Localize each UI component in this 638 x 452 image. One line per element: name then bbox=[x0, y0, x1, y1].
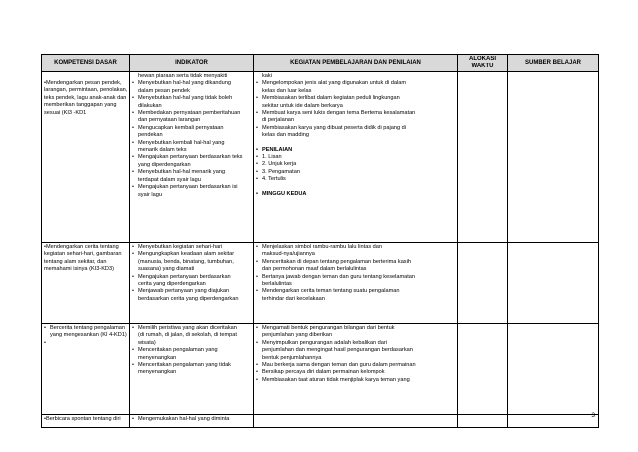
text-line: kegiatan sehari-hari, gambaran bbox=[44, 251, 122, 258]
bullet-continuation: cerita yang diperdengarkan bbox=[138, 281, 206, 288]
bullet-continuation: (di rumah, di jalan, di sekolah, di tempat bbox=[138, 332, 237, 339]
kd-lines bbox=[44, 244, 127, 274]
bullet-item: • 4. Tertulis bbox=[256, 176, 455, 183]
bullet-continuation: dilakukan bbox=[138, 102, 162, 109]
minggu-label: • MINGGU KEDUA bbox=[256, 191, 455, 198]
bullet-continuation: berlalulintas bbox=[262, 281, 292, 288]
header-alokasi-line1: ALOKASI bbox=[469, 56, 496, 62]
bullet-continuation: kelas dan madding bbox=[262, 132, 309, 139]
indikator-lines bbox=[132, 325, 251, 377]
bullet-item: • Mengajukan pertanyaan berdasarkan isi bbox=[132, 184, 251, 191]
bullet-item: • Mendengarkan cerita teman tentang suatu pengalaman bbox=[256, 288, 455, 295]
text-line: yang mengesankan (KI 4-KD1) bbox=[50, 332, 127, 339]
kd-cell bbox=[42, 324, 130, 415]
bullet-continuation: maksud-nya/ujiannya bbox=[262, 251, 315, 258]
text-line: • Bercerita tentang pengalaman bbox=[44, 325, 127, 332]
text-line: teks pendek, lagu anak-anak dan bbox=[44, 94, 127, 101]
text-line: •Mendengarkan pesan pendek, bbox=[44, 80, 122, 86]
bullet-item: • Menyebutkan kegiatan sehari-hari bbox=[132, 244, 251, 251]
bullet-continuation: penjumlahan dan mengingat hasil pengurangan berdasarkan bbox=[262, 347, 413, 354]
bullet-item: • Bersikap percaya diri dalam permainan kelompok bbox=[256, 369, 455, 376]
bullet-item: • Mau berkerja sama dengan teman dan guru dalam permainan bbox=[256, 362, 455, 369]
kd-cell bbox=[42, 72, 130, 243]
bullet-continuation: berdasarkan cerita yang diperdengarkan bbox=[138, 295, 239, 302]
bullet-item: • Membiasakan karya yang dibuat peserta didik di pajang di bbox=[256, 125, 455, 132]
bullet-item: • Mengajukan pertanyaan berdasarkan bbox=[132, 274, 251, 281]
indikator-cell bbox=[130, 415, 254, 428]
table-row bbox=[42, 324, 599, 415]
alokasi-cell bbox=[458, 243, 508, 324]
header-sumber-belajar: SUMBER BELAJAR bbox=[508, 55, 599, 72]
bullet-item: • Menyebutkan kembali hal-hal yang bbox=[132, 140, 251, 147]
bullet-item: • Membiasakan terlibat dalam kegiatan peduli lingkungan bbox=[256, 95, 455, 102]
bullet-continuation: sekitar untuk ide dalam berkarya bbox=[262, 102, 343, 109]
sumber-cell bbox=[508, 324, 599, 415]
bullet-continuation: kelas dan luar kelas bbox=[262, 87, 312, 94]
bullet-item: • Membuat karya seni lukis dengan tema Bertema kesalamatan bbox=[256, 110, 455, 117]
indikator-lines bbox=[132, 244, 251, 303]
bullet-item: • Menyimpulkan pengurangan adalah kebalikan dari bbox=[256, 340, 455, 347]
kd-lines bbox=[44, 80, 127, 117]
bullet-continuation: yang diperdengarkan bbox=[138, 161, 191, 168]
indikator-continuation: hewan piaraan serta tidak menyakiti bbox=[138, 73, 228, 79]
bullet-continuation: terhindar dari kecelakaan bbox=[262, 295, 325, 302]
sumber-cell bbox=[508, 243, 599, 324]
bullet-item: • Mengungkapkan keadaan alam sekitar bbox=[132, 251, 251, 258]
text-line: •Mendengarkan cerita tentang bbox=[44, 244, 119, 250]
bullet-continuation: dalam pesan pendek bbox=[138, 87, 190, 94]
header-kompetensi-dasar: KOMPETENSI DASAR bbox=[42, 55, 130, 72]
table-row bbox=[42, 415, 599, 428]
bullet-item: • Bertanya jawab dengan teman dan guru tentang keselamatan bbox=[256, 274, 455, 281]
bullet-item: • Menjawab pertanyaan yang diajukan bbox=[132, 288, 251, 295]
indikator-cell bbox=[130, 72, 254, 243]
sumber-cell bbox=[508, 72, 599, 243]
bullet-continuation: bentuk penjumlahannya bbox=[262, 354, 322, 361]
bullet-continuation: dan permohonan maaf dalam berlalulintas bbox=[262, 266, 367, 273]
header-kegiatan: KEGIATAN PEMBELAJARAN DAN PENILAIAN bbox=[254, 55, 458, 72]
bullet-item: • Mengelompokan jenis alat yang digunakan untuk di dalam bbox=[256, 80, 455, 87]
bullet-item: • Menceritakan pengalaman yang tidak bbox=[132, 362, 251, 369]
indikator-cell bbox=[130, 243, 254, 324]
header-alokasi-waktu bbox=[458, 55, 508, 72]
penilaian-list bbox=[256, 154, 455, 184]
bullet-item: • Menyebutkan hal-hal menarik yang bbox=[132, 169, 251, 176]
kd-cell bbox=[42, 243, 130, 324]
bullet-item: • Menyebutkan hal-hal yang tidak boleh bbox=[132, 95, 251, 102]
indikator-lines bbox=[132, 80, 251, 199]
alokasi-cell bbox=[458, 324, 508, 415]
bullet-item: • Memilih peristiwa yang akan diceritakan bbox=[132, 325, 251, 332]
bullet-continuation: penjumlahan yang diberikan bbox=[262, 332, 332, 339]
bullet-continuation: syair lagu bbox=[138, 191, 162, 198]
alokasi-cell bbox=[458, 72, 508, 243]
bullet-continuation: wisata) bbox=[138, 339, 156, 346]
text-line: tentang alam sekitar, dan bbox=[44, 258, 107, 265]
kegiatan-continuation: kaki bbox=[262, 73, 272, 79]
bullet-item: • Menyebutkan hal-hal yang dikandung bbox=[132, 80, 251, 87]
indikator-line: • Mengemukakan hal-hal yang diminta bbox=[132, 416, 251, 423]
bullet-continuation: menarik dalam teks bbox=[138, 147, 187, 154]
kegiatan-lines bbox=[256, 325, 455, 384]
bullet-continuation: dan pernyataan larangan bbox=[138, 117, 201, 124]
table-row bbox=[42, 243, 599, 324]
alokasi-cell bbox=[458, 415, 508, 428]
bullet-item: • Mengajukan pertanyaan berdasarkan teks bbox=[132, 154, 251, 161]
text-line: sesuai (KI3 -KD1 bbox=[44, 109, 87, 116]
bullet-item: • Mengucapkan kembali pernyataan bbox=[132, 125, 251, 132]
bullet-item: • 3. Pengamatan bbox=[256, 169, 455, 176]
bullet-item: • Menceritakan di depan tentang pengalaman berterima kasih bbox=[256, 259, 455, 266]
table-row bbox=[42, 72, 599, 243]
bullet-item: • Menceritakan pengalaman yang bbox=[132, 347, 251, 354]
kegiatan-cell bbox=[254, 415, 458, 428]
penilaian-title: • PENILAIAN bbox=[256, 147, 455, 154]
bullet-continuation: di perjalanan bbox=[262, 117, 295, 124]
header-row bbox=[42, 55, 599, 72]
kegiatan-cell bbox=[254, 243, 458, 324]
empty-bullet bbox=[44, 340, 127, 347]
kegiatan-cell bbox=[254, 72, 458, 243]
bullet-item: • Membedakan pernyataan pemberitahuan bbox=[132, 110, 251, 117]
bullet-continuation: menyenangkan bbox=[138, 369, 177, 376]
bullet-item: • Mengamati bentuk pengurangan bilangan dari bentuk bbox=[256, 325, 455, 332]
text-line: larangan, permintaan, penolakan, bbox=[44, 87, 127, 94]
kegiatan-lines bbox=[256, 244, 455, 303]
bullet-item: • Menjelaskan simbol rambu-rambu lalu lintas dan bbox=[256, 244, 455, 251]
text-line: memberikan tanggapan yang bbox=[44, 102, 117, 109]
bullet-item: • Membiasakan taat aturan tidak menjiplak karya teman yang bbox=[256, 377, 455, 384]
bullet-continuation: suasana) yang diamati bbox=[138, 266, 195, 273]
bullet-item: • 1. Lisan bbox=[256, 154, 455, 161]
bullet-continuation: pendekan bbox=[138, 132, 163, 139]
page-number: 3 bbox=[591, 412, 595, 419]
header-indikator: INDIKATOR bbox=[130, 55, 254, 72]
indikator-cell bbox=[130, 324, 254, 415]
lesson-plan-table bbox=[41, 54, 599, 428]
bullet-item: • 2. Unjuk kerja bbox=[256, 161, 455, 168]
sumber-cell bbox=[508, 415, 599, 428]
kd-line: •Berbicara spontan tentang diri bbox=[44, 416, 121, 422]
bullet-continuation: menyenangkan bbox=[138, 354, 177, 361]
text-line: memahami isinya (KI3-KD3) bbox=[44, 266, 114, 273]
kd-cell bbox=[42, 415, 130, 428]
bullet-continuation: terdapat dalam syair lagu bbox=[138, 176, 201, 183]
kegiatan-cell bbox=[254, 324, 458, 415]
kd-lines bbox=[44, 325, 127, 340]
kegiatan-lines bbox=[256, 80, 455, 139]
header-alokasi-line2: WAKTU bbox=[471, 63, 494, 69]
bullet-continuation: (manusia, benda, binatang, tumbuhan, bbox=[138, 258, 234, 265]
